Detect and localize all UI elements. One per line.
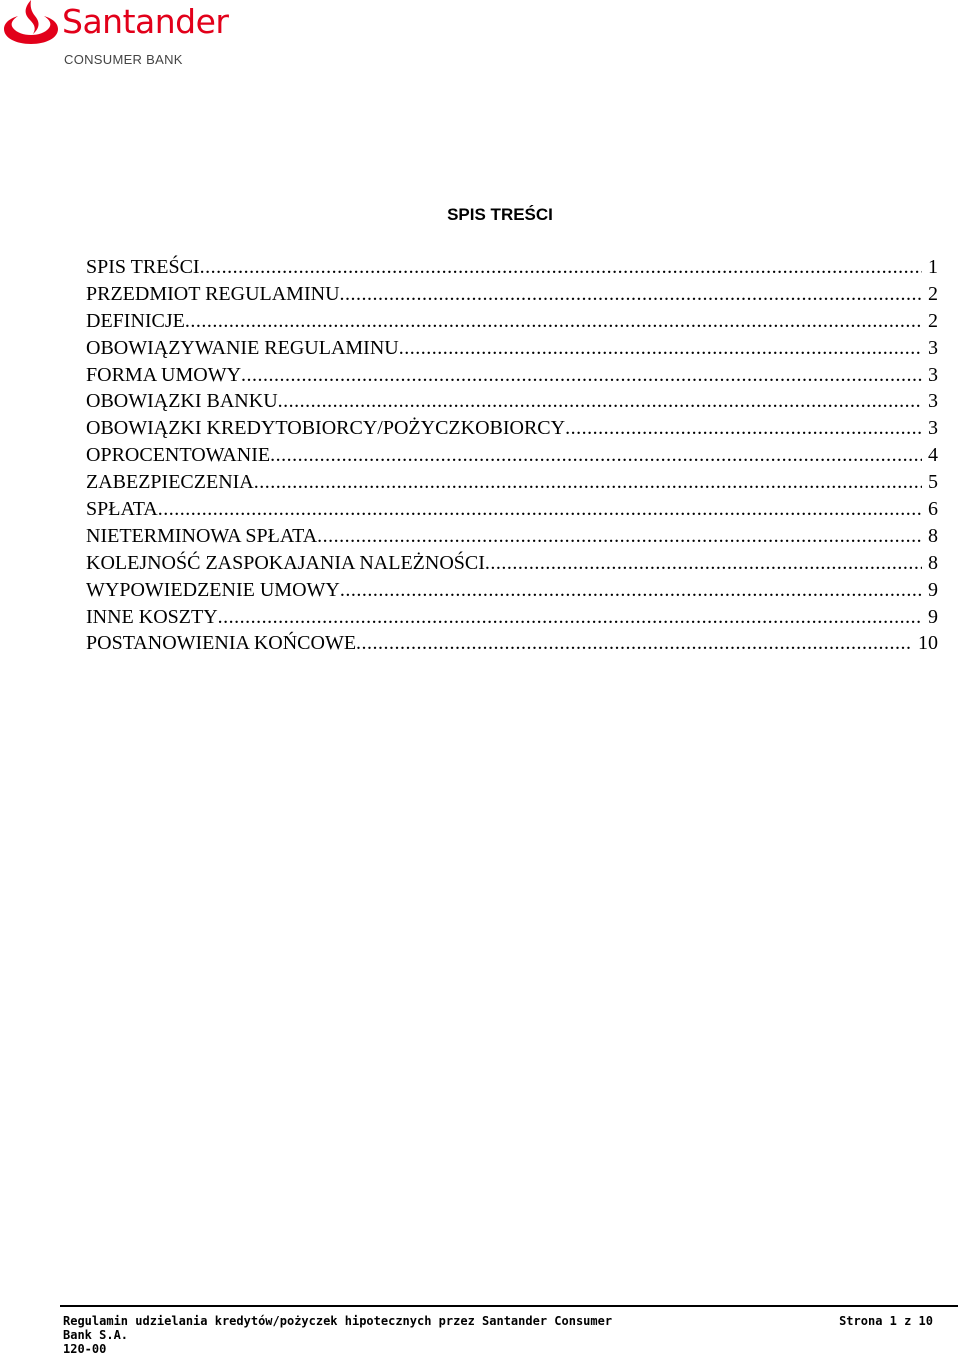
toc-entry[interactable]	[86, 281, 938, 308]
toc-entry[interactable]	[86, 362, 938, 389]
toc-entry[interactable]	[86, 335, 938, 362]
santander-logo	[4, 0, 244, 72]
footer-divider	[60, 1305, 958, 1307]
toc-entry-title: SPŁATA	[86, 498, 158, 521]
toc-entry-page: 1	[928, 256, 938, 278]
toc-leader-dots	[241, 362, 922, 389]
toc-entry[interactable]	[86, 254, 938, 281]
toc-entry-page: 8	[928, 524, 938, 547]
toc-leader-dots	[340, 577, 922, 604]
toc-entry-page: 9	[928, 578, 938, 601]
toc-entry[interactable]	[86, 630, 938, 657]
toc-entry[interactable]	[86, 415, 938, 442]
toc-leader-dots	[278, 388, 922, 415]
toc-entry-title: DEFINICJE	[86, 309, 185, 332]
toc-leader-dots	[485, 550, 922, 577]
table-of-contents	[86, 254, 938, 657]
toc-entry-page: 2	[928, 309, 938, 332]
footer-page-number: Strona 1 z 10	[839, 1314, 933, 1328]
toc-entry-title: PRZEDMIOT REGULAMINU	[86, 282, 340, 305]
toc-leader-dots	[218, 604, 922, 631]
toc-entry-page: 2	[928, 282, 938, 305]
toc-entry-page: 6	[928, 498, 938, 521]
toc-entry-page: 10	[918, 632, 938, 655]
toc-entry[interactable]	[86, 550, 938, 577]
toc-entry-page: 3	[928, 363, 938, 386]
footer-document-code: 120-00	[63, 1342, 107, 1356]
toc-entry-title: WYPOWIEDZENIE UMOWY	[86, 578, 340, 601]
toc-entry-page: 4	[928, 444, 938, 467]
logo-wordmark: Santander	[62, 2, 229, 41]
toc-entry-title: SPIS TREŚCI	[86, 256, 200, 278]
toc-entry-title: OPROCENTOWANIE	[86, 444, 271, 467]
toc-leader-dots	[200, 254, 922, 281]
toc-entry-title: OBOWIĄZYWANIE REGULAMINU	[86, 336, 399, 359]
toc-entry-title: INNE KOSZTY	[86, 605, 218, 628]
toc-leader-dots	[565, 415, 922, 442]
toc-entry-page: 9	[928, 605, 938, 628]
toc-heading: SPIS TREŚCI	[447, 205, 553, 224]
toc-leader-dots	[317, 523, 922, 550]
toc-entry-title: NIETERMINOWA SPŁATA	[86, 524, 318, 547]
toc-entry-page: 3	[928, 336, 938, 359]
toc-entry[interactable]	[86, 523, 938, 550]
toc-leader-dots	[356, 630, 912, 657]
toc-leader-dots	[340, 281, 922, 308]
toc-entry-title: OBOWIĄZKI BANKU	[86, 390, 278, 413]
flame-logo-icon	[4, 0, 58, 46]
toc-entry[interactable]	[86, 496, 938, 523]
toc-leader-dots	[254, 469, 922, 496]
toc-entry[interactable]	[86, 308, 938, 335]
toc-entry-page: 3	[928, 417, 938, 440]
toc-leader-dots	[270, 442, 922, 469]
toc-entry-title: OBOWIĄZKI KREDYTOBIORCY/POŻYCZKOBIORCY	[86, 417, 566, 440]
toc-entry-page: 8	[928, 551, 938, 574]
toc-entry-page: 5	[928, 471, 938, 494]
toc-entry[interactable]	[86, 577, 938, 604]
toc-leader-dots	[185, 308, 922, 335]
toc-entry[interactable]	[86, 388, 938, 415]
toc-entry-title: POSTANOWIENIA KOŃCOWE	[86, 632, 357, 655]
footer-document-title: Regulamin udzielania kredytów/pożyczek hipotecznych przez Santander Consumer Bank S.A.	[63, 1314, 613, 1342]
toc-entry-page: 3	[928, 390, 938, 413]
toc-entry-title: FORMA UMOWY	[86, 363, 242, 386]
toc-entry-title: KOLEJNOŚĆ ZASPOKAJANIA NALEŻNOŚCI	[86, 551, 485, 574]
toc-entry-title: ZABEZPIECZENIA	[86, 471, 254, 494]
toc-leader-dots	[399, 335, 922, 362]
toc-entry[interactable]	[86, 469, 938, 496]
toc-entry[interactable]	[86, 604, 938, 631]
toc-entry[interactable]	[86, 442, 938, 469]
toc-leader-dots	[158, 496, 922, 523]
logo-subtitle: CONSUMER BANK	[64, 52, 183, 67]
